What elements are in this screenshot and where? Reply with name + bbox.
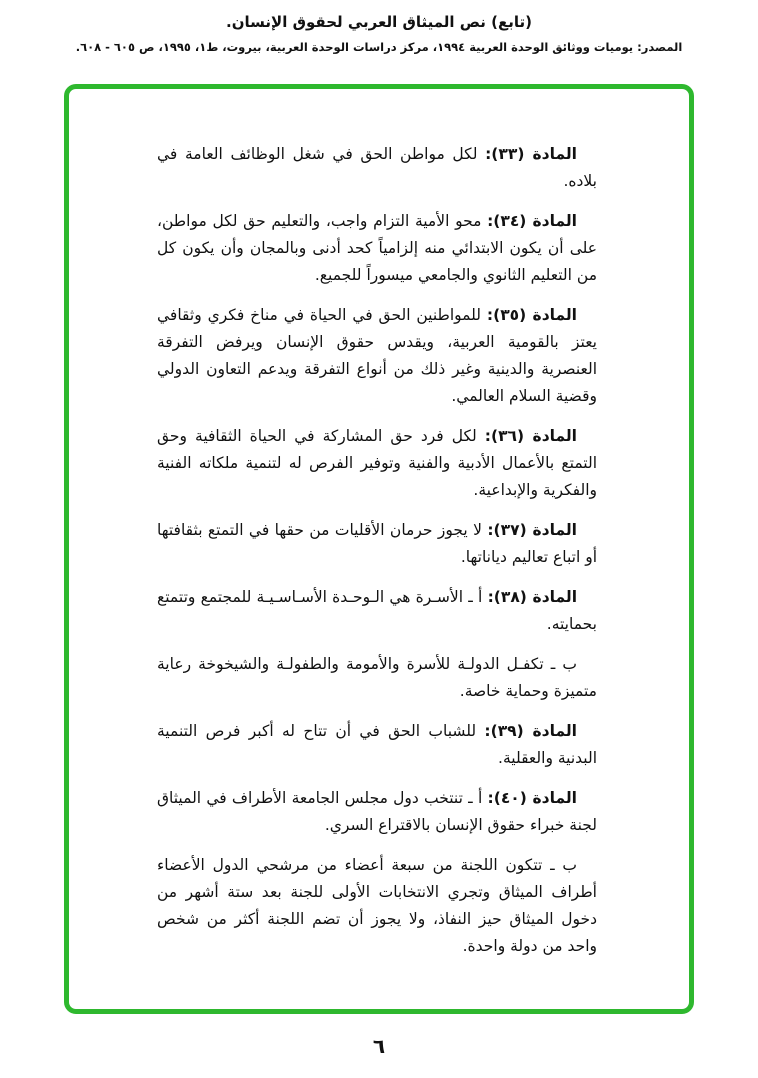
article-paragraph <box>157 852 597 960</box>
article-lead: المادة (٣٤): <box>487 212 577 230</box>
article-lead: المادة (٣٦): <box>484 427 577 445</box>
article-paragraph <box>157 423 597 504</box>
article-paragraph <box>157 517 597 571</box>
article-lead: المادة (٣٣): <box>485 145 577 163</box>
article-body: محو الأمية التزام واجب، والتعليم حق لكل مواطن، على أن يكون الابتدائي منه إلزامياً كحد أدنى وبالمجان وأن يكون كل من التعليم الثانوي والجامعي ميسوراً للجميع. <box>157 212 597 284</box>
article-paragraph <box>157 141 597 195</box>
article-body: لكل مواطن الحق في شغل الوظائف العامة في بلاده. <box>157 145 597 190</box>
article-paragraph <box>157 302 597 410</box>
source-line: المصدر: يوميات ووثائق الوحدة العربية ١٩٩٤، مركز دراسات الوحدة العربية، بيروت، ط١، ١٩٩٥، ص ٦٠٥ - ٦٠٨. <box>75 40 683 54</box>
page-header-title: (تابع) نص الميثاق العربي لحقوق الإنسان. <box>226 13 532 31</box>
article-body: للمواطنين الحق في الحياة في مناخ فكري وثقافي يعتز بالقومية العربية، ويقدس حقوق الإنسان ويرفض التفرقة العنصرية والدينية وغير ذلك من أنواع التفرقة ويدعم التعاون الدولي وقضية السلام العالمي. <box>157 306 597 405</box>
article-body: ب ـ تكفـل الدولـة للأسرة والأمومة والطفولـة والشيخوخة رعاية متميزة وحماية خاصة. <box>157 655 597 700</box>
document-frame <box>64 84 694 1014</box>
page-number: ٦ <box>372 1034 386 1058</box>
article-body: للشباب الحق في أن تتاح له أكبر فرص التنمية البدنية والعقلية. <box>157 722 597 767</box>
article-lead: المادة (٣٩): <box>484 722 577 740</box>
article-body: لكل فرد حق المشاركة في الحياة الثقافية وحق التمتع بالأعمال الأدبية والفنية وتوفير الفرص له لتنمية ملكاته الفنية والفكرية والإبداعية. <box>157 427 597 499</box>
article-lead: المادة (٣٨): <box>487 588 578 606</box>
article-lead: المادة (٤٠): <box>487 789 577 807</box>
article-paragraph <box>157 208 597 289</box>
article-body: أ ـ الأسـرة هي الـوحـدة الأسـاسـيـة للمجتمع وتتمتع بحمايته. <box>157 588 597 633</box>
article-lead: المادة (٣٥): <box>486 306 577 324</box>
article-paragraph <box>157 785 597 839</box>
article-body: أ ـ تنتخب دول مجلس الجامعة الأطراف في الميثاق لجنة خبراء حقوق الإنسان بالاقتراع السري. <box>157 789 597 834</box>
article-lead: المادة (٣٧): <box>487 521 577 539</box>
article-body: ب ـ تتكون اللجنة من سبعة أعضاء من مرشحي الدول الأعضاء أطراف الميثاق وتجري الانتخابات الأولى للجنة بعد ستة أشهر من دخول الميثاق حيز النفاذ، ولا يجوز أن تضم اللجنة أكثر من شخص واحد من دولة واحدة. <box>157 856 597 955</box>
document-content <box>157 141 597 973</box>
article-paragraph <box>157 718 597 772</box>
article-body: لا يجوز حرمان الأقليات من حقها في التمتع بثقافتها أو اتباع تعاليم دياناتها. <box>157 521 597 566</box>
article-paragraph <box>157 584 597 638</box>
article-paragraph <box>157 651 597 705</box>
